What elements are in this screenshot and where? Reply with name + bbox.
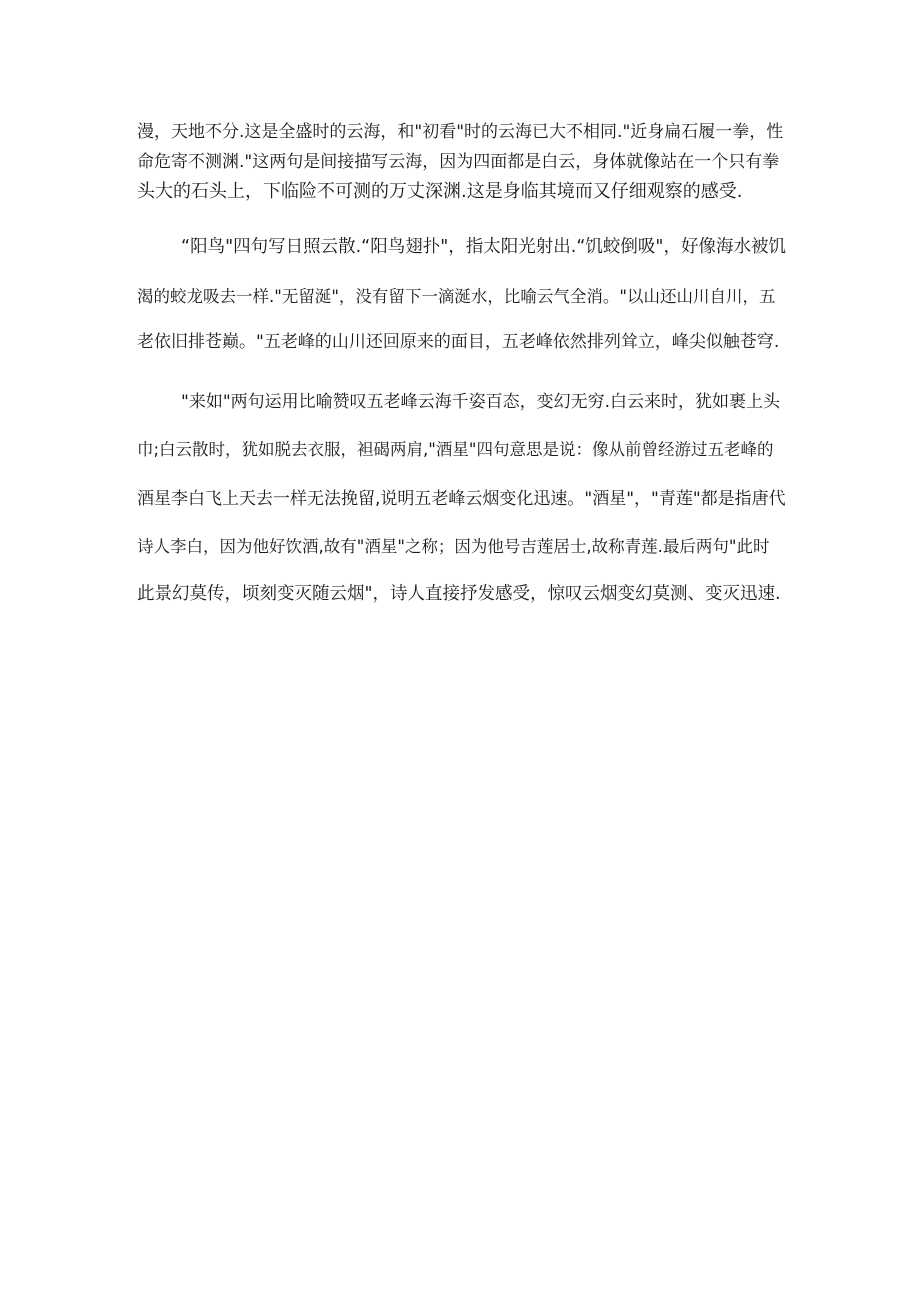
paragraph-3-line-1: "来如"两句运用比喻赞叹五老峰云海千姿百态，变幻无穷.白云来时，犹如裹上头	[181, 392, 781, 412]
paragraph-3-line-3: 酒星李白飞上天去一样无法挽留,说明五老峰云烟变化迅速。"酒星"，"青莲"都是指唐代	[137, 489, 786, 509]
paragraph-2-line-1: “阳鸟"四句写日照云散.“阳鸟翅扑"，指太阳光射出.“饥蛟倒吸"，好像海水被饥	[181, 237, 786, 257]
paragraph-3-line-5: 此景幻莫传，顷刻变灭随云烟"，诗人直接抒发感受，惊叹云烟变幻莫测、变灭迅速.	[137, 584, 781, 604]
paragraph-3-line-4: 诗人李白，因为他好饮酒,故有"酒星"之称；因为他号吉莲居士,故称青莲.最后两句"此时	[137, 537, 770, 556]
paragraph-2-line-3: 老依旧排苍巅。"五老峰的山川还回原来的面目，五老峰依然排列耸立，峰尖似触苍穹.	[137, 332, 780, 352]
paragraph-1-line-3: 头大的石头上，下临险不可测的万丈深渊.这是身临其境而又仔细观察的感受.	[137, 181, 743, 202]
paragraph-1-line-2: 命危寄不测渊."这两句是间接描写云海，因为四面都是白云，身体就像站在一个只有拳	[137, 152, 780, 172]
paragraph-1-line-1: 漫，天地不分.这是全盛时的云海，和"初看"时的云海已大不相同."近身扁石履一拳，性	[137, 122, 784, 142]
paragraph-3-line-2: 巾;白云散时，犹如脱去衣服，袒碣两肩,"酒星"四句意思是说：像从前曾经游过五老峰的	[137, 440, 774, 459]
paragraph-2-line-2: 渴的蛟龙吸去一样."无留涎"，没有留下一滴涎水，比喻云气全消。"以山还山川自川，五	[137, 287, 776, 306]
